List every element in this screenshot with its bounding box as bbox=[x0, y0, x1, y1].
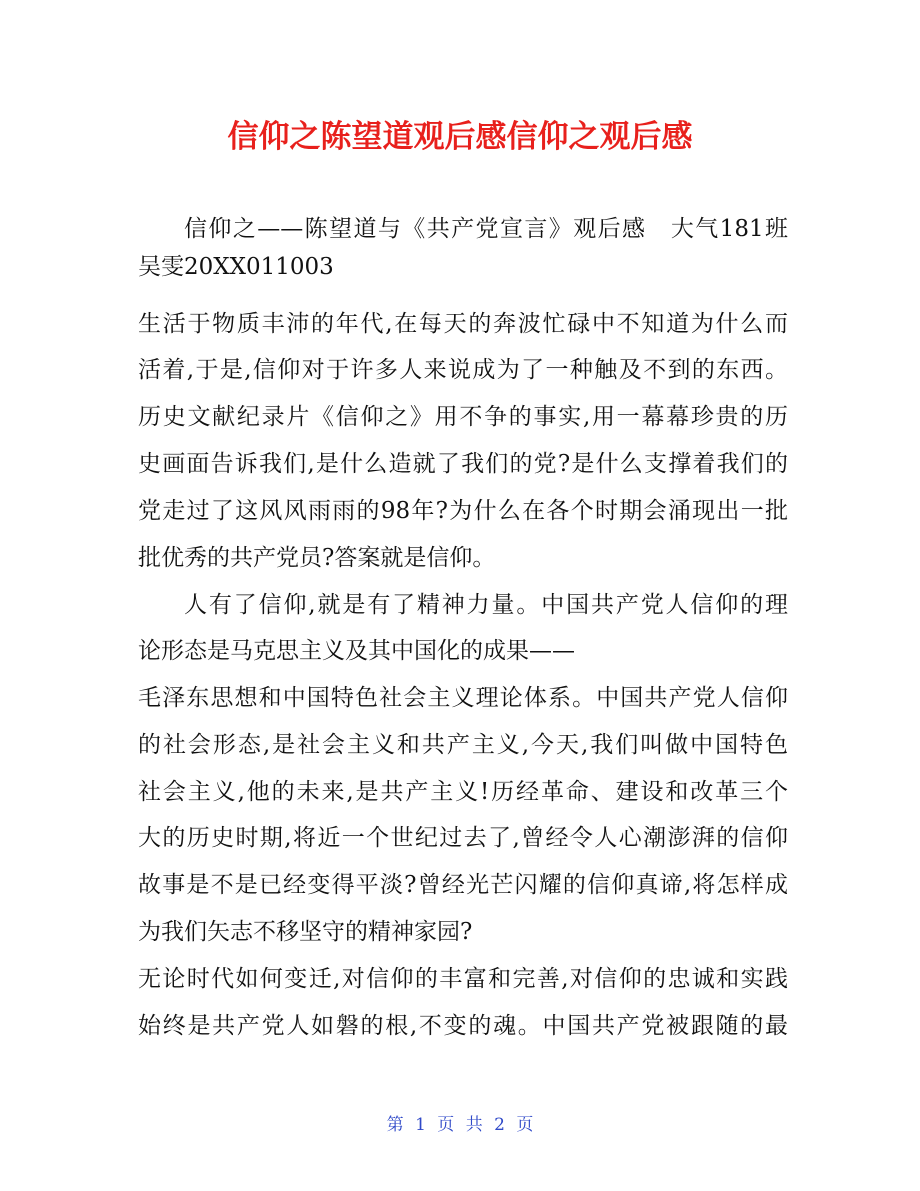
body-line: 故事是不是已经变得平淡?曾经光芒闪耀的信仰真谛,将怎样成 bbox=[138, 872, 788, 898]
body-line: 无论时代如何变迁,对信仰的丰富和完善,对信仰的忠诚和实践 bbox=[138, 966, 788, 992]
body-line: 的社会形态,是社会主义和共产主义,今天,我们叫做中国特色 bbox=[138, 732, 788, 758]
body-line: 始终是共产党人如磐的根,不变的魂。中国共产党被跟随的最 bbox=[138, 1013, 788, 1039]
body-line: 毛泽东思想和中国特色社会主义理论体系。中国共产党人信仰 bbox=[138, 685, 788, 711]
body-line: 社会主义,他的未来,是共产主义!历经革命、建设和改革三个 bbox=[138, 779, 788, 805]
body-line: 吴雯20XX011003 bbox=[138, 254, 334, 280]
body-line: 为我们矢志不移坚守的精神家园? bbox=[138, 919, 473, 945]
body-line: 史画面告诉我们,是什么造就了我们的党?是什么支撑着我们的 bbox=[138, 451, 788, 477]
body-line: 活着,于是,信仰对于许多人来说成为了一种触及不到的东西。 bbox=[138, 357, 788, 383]
body-line: 信仰之——陈望道与《共产党宣言》观后感 大气181班 bbox=[184, 216, 788, 242]
body-line: 人有了信仰,就是有了精神力量。中国共产党人信仰的理 bbox=[184, 592, 788, 618]
body-line: 生活于物质丰沛的年代,在每天的奔波忙碌中不知道为什么而 bbox=[138, 311, 788, 337]
page-number-footer: 第 1 页 共 2 页 bbox=[386, 1115, 534, 1135]
body-line: 大的历史时期,将近一个世纪过去了,曾经令人心潮澎湃的信仰 bbox=[138, 825, 788, 851]
document-title: 信仰之陈望道观后感信仰之观后感 bbox=[227, 119, 693, 155]
body-line: 批优秀的共产党员?答案就是信仰。 bbox=[138, 545, 496, 571]
body-line: 论形态是马克思主义及其中国化的成果—— bbox=[138, 638, 575, 664]
body-line: 历史文献纪录片《信仰之》用不争的事实,用一幕幕珍贵的历 bbox=[138, 404, 788, 430]
body-line: 党走过了这风风雨雨的98年?为什么在各个时期会涌现出一批 bbox=[138, 498, 788, 524]
